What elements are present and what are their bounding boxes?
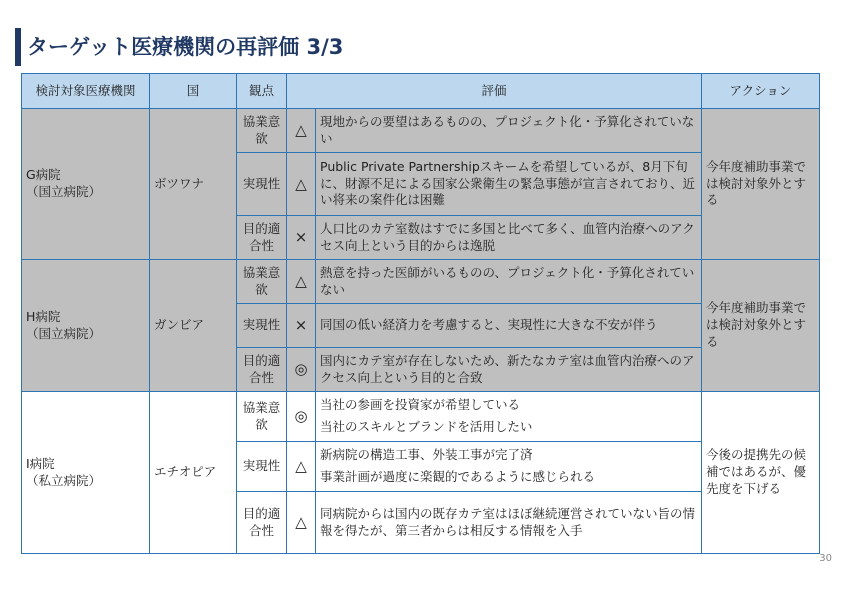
institution-name: I病院 bbox=[26, 455, 55, 471]
evaluation-text: 熱意を持った医師がいるものの、プロジェクト化・予算化されていない bbox=[316, 260, 702, 304]
evaluation-text bbox=[316, 442, 702, 492]
table-row bbox=[22, 392, 820, 442]
action-cell: 今後の提携先の候補ではあるが、優先度を下げる bbox=[702, 392, 820, 554]
viewpoint-cell: 実現性 bbox=[237, 153, 287, 216]
rating-mark: △ bbox=[287, 153, 316, 216]
institution-name: G病院 bbox=[26, 167, 61, 183]
institution-type: （国立病院） bbox=[26, 184, 102, 199]
institution-name: H病院 bbox=[26, 308, 61, 324]
page-title: ターゲット医療機関の再評価 3/3 bbox=[27, 35, 344, 59]
page-number: 30 bbox=[819, 553, 832, 564]
evaluation-text bbox=[316, 392, 702, 442]
header-country: 国 bbox=[150, 74, 237, 109]
action-cell: 今年度補助事業では検討対象外とする bbox=[702, 109, 820, 260]
header-action: アクション bbox=[702, 74, 820, 109]
header-evaluation: 評価 bbox=[287, 74, 702, 109]
evaluation-line: 新病院の構造工事、外装工事が完了済 bbox=[320, 447, 533, 463]
rating-mark: △ bbox=[287, 260, 316, 304]
viewpoint-cell: 目的適合性 bbox=[237, 216, 287, 260]
rating-mark: ◎ bbox=[287, 392, 316, 442]
evaluation-line: 事業計画が過度に楽観的であるように感じられる bbox=[320, 469, 596, 484]
rating-mark: × bbox=[287, 216, 316, 260]
header-viewpoint: 観点 bbox=[237, 74, 287, 109]
rating-mark: △ bbox=[287, 492, 316, 554]
evaluation-text: 人口比のカテ室数はすでに多国と比べて多く、血管内治療へのアクセス向上という目的からは逸脱 bbox=[316, 216, 702, 260]
evaluation-line: 当社のスキルとブランドを活用したい bbox=[320, 419, 533, 434]
evaluation-text: 同病院からは国内の既存カテ室はほぼ継続運営されていない旨の情報を得たが、第三者からは相反する情報を入手 bbox=[316, 492, 702, 554]
title-accent-bar bbox=[15, 28, 21, 66]
rating-mark: △ bbox=[287, 109, 316, 153]
table-row bbox=[22, 260, 820, 304]
institution-cell bbox=[22, 260, 150, 392]
action-cell: 今年度補助事業では検討対象外とする bbox=[702, 260, 820, 392]
viewpoint-cell: 実現性 bbox=[237, 304, 287, 348]
rating-mark: ◎ bbox=[287, 348, 316, 392]
viewpoint-cell: 協業意欲 bbox=[237, 109, 287, 153]
institution-type: （国立病院） bbox=[26, 325, 102, 341]
institution-cell bbox=[22, 109, 150, 260]
evaluation-text: 現地からの要望はあるものの、プロジェクト化・予算化されていない bbox=[316, 109, 702, 153]
table-row bbox=[22, 109, 820, 153]
header-institution: 検討対象医療機関 bbox=[22, 74, 150, 109]
viewpoint-cell: 目的適合性 bbox=[237, 348, 287, 392]
institution-cell bbox=[22, 392, 150, 554]
viewpoint-cell: 実現性 bbox=[237, 442, 287, 492]
viewpoint-cell: 目的適合性 bbox=[237, 492, 287, 554]
viewpoint-cell: 協業意欲 bbox=[237, 392, 287, 442]
rating-mark: × bbox=[287, 304, 316, 348]
evaluation-text: Public Private Partnershipスキームを希望しているが、8月下旬に、財源不足による国家公衆衛生の緊急事態が宣言されており、近い将来の案件化は困難 bbox=[316, 153, 702, 216]
evaluation-table bbox=[21, 73, 820, 554]
rating-mark: △ bbox=[287, 442, 316, 492]
country-cell: エチオピア bbox=[150, 392, 237, 554]
institution-type: （私立病院） bbox=[26, 472, 102, 488]
evaluation-line: 当社の参画を投資家が希望している bbox=[320, 397, 521, 413]
country-cell: ガンビア bbox=[150, 260, 237, 392]
viewpoint-cell: 協業意欲 bbox=[237, 260, 287, 304]
table-header-row bbox=[22, 74, 820, 109]
evaluation-text: 国内にカテ室が存在しないため、新たなカテ室は血管内治療へのアクセス向上という目的と合致 bbox=[316, 348, 702, 392]
evaluation-text: 同国の低い経済力を考慮すると、実現性に大きな不安が伴う bbox=[316, 304, 702, 348]
country-cell: ボツワナ bbox=[150, 109, 237, 260]
